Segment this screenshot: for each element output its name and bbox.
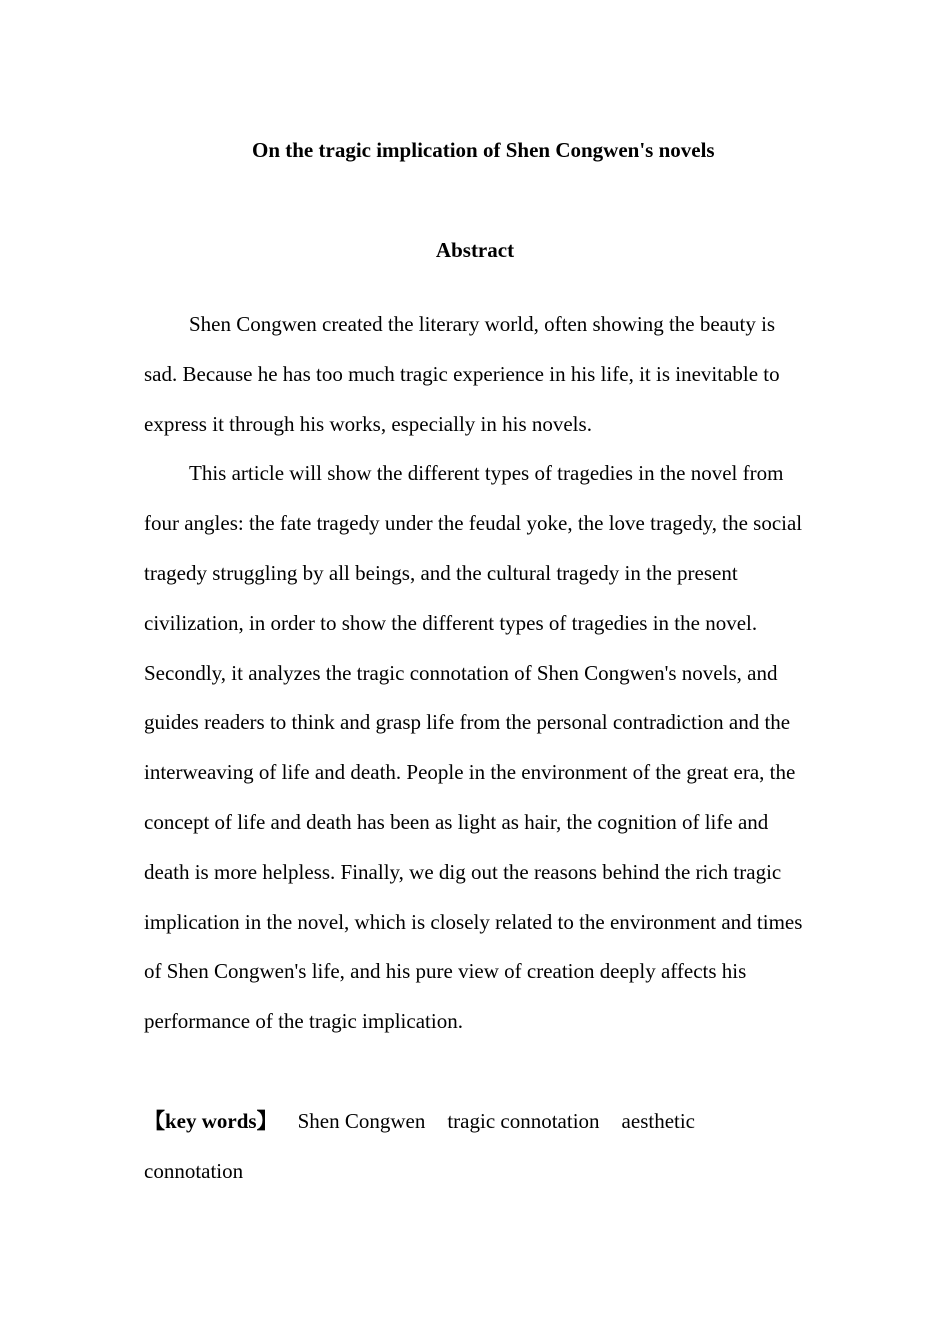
abstract-paragraph-2: This article will show the different types of tragedies in the novel from four angles: the fate tragedy under the feudal yoke, the love tragedy, the social tragedy struggling by all beings, and the cultural tragedy in the present civilization, in order to show the different types of tragedies in the novel. Secondly, it analyzes the tragic connotation of Shen Congwen's novels, and guides readers to think and grasp life from the personal contradiction and the interweaving of life and death. People in the environment of the great era, the concept of life and death has been as light as hair, the cognition of life and death is more helpless. Finally, we dig out the reasons behind the rich tragic implication in the novel, which is closely related to the environment and times of Shen Congwen's life, and his pure view of creation deeply affects his performance of the tragic implication. (144, 461, 803, 1034)
abstract-heading: Abstract (435, 238, 515, 262)
keywords-line (144, 1097, 744, 1197)
abstract-paragraph-1: Shen Congwen created the literary world, often showing the beauty is sad. Because he has too much tragic experience in his life, it is inevitable to express it through his works, especially in his novels. (144, 312, 780, 436)
keywords-label: 【key words】 (144, 1109, 278, 1133)
document-title: On the tragic implication of Shen Congwen's novels (252, 138, 715, 162)
keyword-item: aesthetic connotation (144, 1109, 696, 1183)
keyword-item: tragic connotation (447, 1109, 600, 1133)
keyword-item: Shen Congwen (297, 1109, 426, 1133)
abstract-body (144, 300, 812, 1047)
